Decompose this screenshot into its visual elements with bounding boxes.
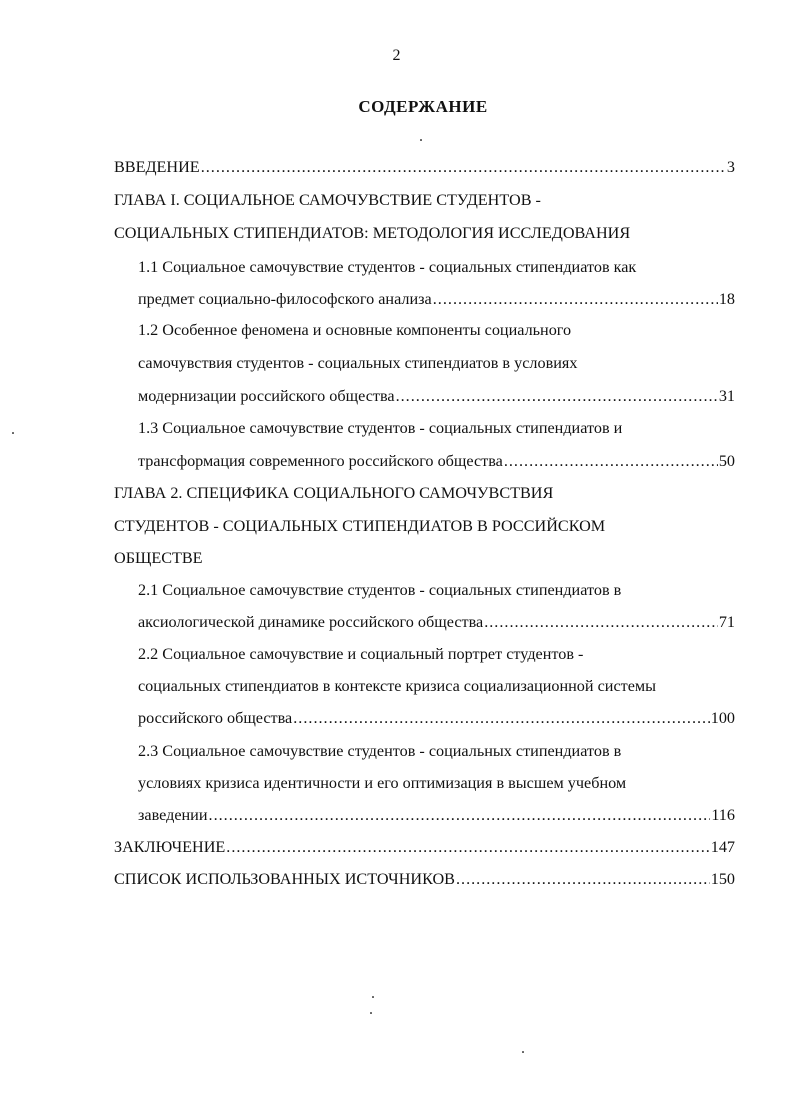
toc-chapter-2-line-2[interactable]: СТУДЕНТОВ - СОЦИАЛЬНЫХ СТИПЕНДИАТОВ В РОССИЙСКОМ (114, 517, 606, 535)
leader-dots (293, 708, 709, 728)
toc-section-1-1[interactable] (138, 289, 735, 309)
scan-speck (370, 1012, 372, 1014)
toc-section-2-1[interactable] (138, 612, 735, 632)
toc-entry-conclusion[interactable] (114, 837, 735, 857)
toc-entry-text: аксиологической динамике российского общества (138, 613, 484, 631)
toc-section-2-3-line-2[interactable]: условиях кризиса идентичности и его оптимизация в высшем учебном (138, 774, 627, 792)
toc-chapter-2-line-1[interactable]: ГЛАВА 2. СПЕЦИФИКА СОЦИАЛЬНОГО САМОЧУВСТВИЯ (114, 484, 554, 502)
toc-chapter-2-line-3[interactable]: ОБЩЕСТВЕ (114, 549, 203, 567)
scan-speck (12, 432, 14, 434)
toc-section-1-2-line-1[interactable]: 1.2 Особенное феномена и основные компоненты социального (138, 321, 572, 339)
toc-section-1-2[interactable] (138, 386, 735, 406)
leader-dots (484, 612, 718, 632)
toc-page-number: 71 (718, 613, 735, 631)
toc-section-2-3[interactable] (138, 805, 735, 825)
toc-page-number: 147 (710, 838, 735, 856)
toc-page-number: 18 (718, 290, 735, 308)
toc-section-2-3-line-1[interactable]: 2.3 Социальное самочувствие студентов - социальных стипендиатов в (138, 742, 622, 760)
toc-entry-text: ВВЕДЕНИЕ (114, 158, 200, 176)
leader-dots (504, 451, 718, 471)
toc-section-2-2-line-2[interactable]: социальных стипендиатов в контексте кризиса социализационной системы (138, 677, 657, 695)
toc-chapter-1-line-2[interactable]: СОЦИАЛЬНЫХ СТИПЕНДИАТОВ: МЕТОДОЛОГИЯ ИССЛЕДОВАНИЯ (114, 224, 631, 242)
toc-section-1-2-line-2[interactable]: самочувствия студентов - социальных стипендиатов в условиях (138, 354, 578, 372)
toc-title: СОДЕРЖАНИЕ (358, 97, 488, 116)
toc-section-2-2[interactable] (138, 708, 735, 728)
toc-entry-intro[interactable] (114, 157, 735, 177)
toc-section-1-1-line-1[interactable]: 1.1 Социальное самочувствие студентов - социальных стипендиатов как (138, 258, 637, 276)
toc-page-number: 116 (711, 806, 735, 824)
leader-dots (209, 805, 711, 825)
toc-section-2-1-line-1[interactable]: 2.1 Социальное самочувствие студентов - социальных стипендиатов в (138, 581, 622, 599)
scan-speck (420, 139, 422, 141)
toc-page-number: 3 (726, 158, 735, 176)
toc-entry-text: предмет социально-философского анализа (138, 290, 432, 308)
scan-speck (522, 1051, 524, 1053)
leader-dots (433, 289, 718, 309)
toc-section-1-3-line-1[interactable]: 1.3 Социальное самочувствие студентов - социальных стипендиатов и (138, 419, 623, 437)
toc-chapter-1-line-1[interactable]: ГЛАВА I. СОЦИАЛЬНОЕ САМОЧУВСТВИЕ СТУДЕНТОВ - (114, 191, 541, 209)
toc-page-number: 50 (718, 452, 735, 470)
toc-page-number: 31 (718, 387, 735, 405)
toc-section-1-3[interactable] (138, 451, 735, 471)
toc-entry-text: заведении (138, 806, 208, 824)
leader-dots (226, 837, 709, 857)
toc-entry-text: российского общества (138, 709, 293, 727)
toc-page-number: 100 (710, 709, 735, 727)
toc-entry-text: трансформация современного российского общества (138, 452, 503, 470)
leader-dots (456, 869, 710, 889)
page-number: 2 (392, 47, 401, 64)
leader-dots (396, 386, 718, 406)
toc-entry-text: модернизации российского общества (138, 387, 395, 405)
toc-entry-text: СПИСОК ИСПОЛЬЗОВАННЫХ ИСТОЧНИКОВ (114, 870, 455, 888)
toc-entry-sources[interactable] (114, 869, 735, 889)
toc-entry-text: ЗАКЛЮЧЕНИЕ (114, 838, 226, 856)
toc-page-number: 150 (710, 870, 735, 888)
leader-dots (201, 157, 726, 177)
scan-speck (372, 996, 374, 998)
toc-section-2-2-line-1[interactable]: 2.2 Социальное самочувствие и социальный портрет студентов - (138, 645, 584, 663)
